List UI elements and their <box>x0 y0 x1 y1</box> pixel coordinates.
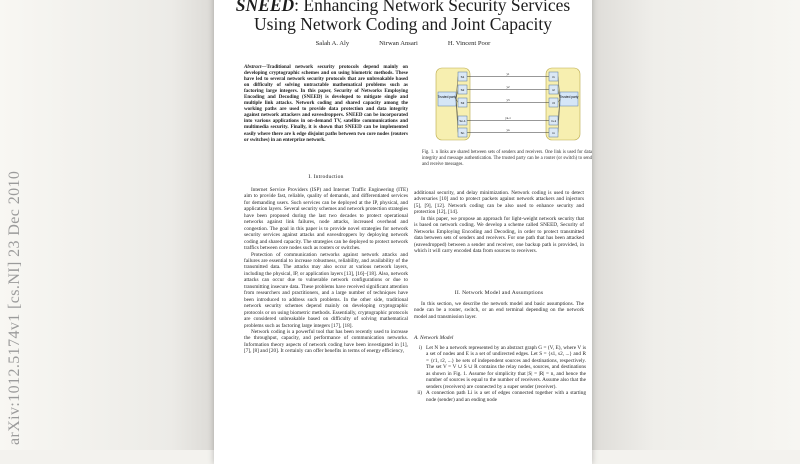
receiver-node-label: rn <box>552 131 555 135</box>
receiver-node-label: r3 <box>552 101 555 105</box>
list-item-number: i) <box>418 345 422 351</box>
sender-node-label: S1 <box>460 75 465 79</box>
list-item-text: Let N be a network represented by an abstract graph G = (V, E), where V is a set of nodes and E is a set of undirected edges. Let S = {s1, s2, ...} and R = {r1, r2, ...} be sets of independent sources and destinations, respectively. The set V = V ∪ S ∪ R contains the relay nodes, sources, and destinations as shown in Fig. 1. Assume for simplicity that |S| = |R| = n, and hence the number of sources is equal to the number of receivers. Assume also that the senders (receivers) are connected by a super sender (receiver). <box>426 345 586 390</box>
trusted-party-left-label: Trusted party <box>437 95 457 99</box>
paper-title-rest: : Enhancing Network Security Services <box>294 0 571 15</box>
list-item-text: A connection path Li is a set of edges connected together with a starting node (sender) and an ending node <box>426 390 586 403</box>
link-edge-label: y1 <box>506 72 510 76</box>
abstract-label: Abstract <box>244 64 262 70</box>
model-assumption-list <box>414 345 586 403</box>
intro-left-column <box>244 187 408 355</box>
author-name: Nirwan Ansari <box>379 40 418 47</box>
author-name: H. Vincent Poor <box>447 40 491 47</box>
intro-right-column <box>414 190 584 255</box>
section-heading-introduction: I. Introduction <box>308 174 344 180</box>
section-heading-model: II. Network Model and Assumptions <box>454 290 544 296</box>
author-name: Salah A. Aly <box>315 40 350 47</box>
arxiv-stamp: arXiv:1012.5174v1 [cs.NI] 23 Dec 2010 <box>6 170 23 445</box>
list-item-number: ii) <box>417 390 422 397</box>
link-edge-label: y2 <box>506 85 510 89</box>
intro-paragraph: In this paper, we propose an approach for light-weight network security that is based on network coding. We develop a scheme called SNEED, Security of Networks Employing Encoding and Decoding, in order to protect transmitted data between sets of senders and receivers. For one path that has been attacked (eavesdropped) between a sender and receiver, one backup path is provided, in which it will carry encoded data from sources to receivers. <box>414 215 584 255</box>
figure-caption: Fig. 1. n links are shared between sets of senders and receivers. One link is used for data integrity and message authentication. The trusted party can be a router (or switch) to send and receive messages. <box>422 150 592 167</box>
paper-title-acronym: SNEED <box>235 0 295 15</box>
intro-paragraph: Protection of communication networks against network attacks and failures are essential to increase robustness, reliability, and availability of the transmitted data. The attacks may also occur at various network layers, including the physical, IP, or application layers [13], [16]–[18]. Also, network attacks can occur due to vulnerable network configurations or due to transmitting insecure data. These problems have received significant attention from researchers and practitioners, and a large number of techniques have been introduced to address such problems. In the other side, traditional network security schemes depend mainly on developing cryptographic protocols or on using biometric methods. Essentially, cryptographic protocols are considered unbreakable based on difficulty of solving mathematical problems such as factoring large integers [17], [18]. <box>244 251 408 329</box>
author-list <box>214 40 592 47</box>
trusted-party-right-label: Trusted party <box>559 95 579 99</box>
receiver-node-label: rn-1 <box>550 119 557 123</box>
intro-paragraph: Internet Service Providers (ISP) and Internet Traffic Engineering (ITE) aim to provide fast, reliable, quality of demands, and differentiated services for demanding users. Such services can be deployed at the IP, physical, and application layers. Several security schemes and network protection strategies have been proposed during the last two decades to protect operational networks against link failures, node attacks, increased overhead and congestion. The goal in this paper is to provide novel strategies for network security services against attacks and eavesdroppers by deploying network coding and shared capacity. The strategies can be deployed to protect network traffics between core nodes such as routers or switches. <box>244 187 408 252</box>
model-intro <box>414 301 584 320</box>
abstract-text: —Traditional network security protocols depend mainly on developing cryptographic schemes and on using biometric methods. These have led to several network security protocols that are unbreakable based on difficulty of solving untractable mathematical problems such as factoring large integers. In this paper, Security of Networks Employing Encoding and Decoding (SNEED) is developed to mitigate single and multiple link attacks. Network coding and shared capacity among the working paths are used to provide data protection and data integrity against network attackers and eavesdroppers. SNEED can be incorporated into various applications in on-demand TV, satellite communications and multimedia security. Finally, it is shown that SNEED can be implemented easily where there are k edge disjoint paths between two core nodes (routers or switches) in an enterprize network. <box>244 64 408 143</box>
link-edge-label: y3 <box>506 98 510 102</box>
model-paragraph: In this section, we describe the network model and basic assumptions. The node can be a router, switch, or an end terminal depending on the network model and transmission layer. <box>414 301 584 320</box>
subsection-heading-network-model: A. Network Model <box>414 335 454 341</box>
intro-paragraph: Network coding is a powerful tool that has been recently used to increase the throughput, capacity, and performance of communication networks. Information theory aspects of network coding have been investigated in [1], [7], [8] and [20]. It certainly can offer benefits in terms of energy efficiency, <box>244 328 408 355</box>
link-edge-label: yn <box>506 128 510 132</box>
sender-node-label: Sn-1 <box>459 119 466 123</box>
link-edge-label: yn-1 <box>505 116 511 120</box>
figure-network-diagram <box>434 66 582 144</box>
receiver-node-label: r2 <box>552 88 555 92</box>
abstract <box>244 64 408 143</box>
paper-page <box>214 0 592 464</box>
sender-node-label: S3 <box>460 101 465 105</box>
intro-paragraph: additional security, and delay minimization. Network coding is used to detect adversaries [10] and to protect packets against network attackers and injectors [5], [9], [12]. Network coding can be also used to enhance security and protection [12], [14]. <box>414 190 584 216</box>
sender-node-label: Sn <box>460 131 465 135</box>
list-item <box>414 345 586 390</box>
paper-title-line1 <box>214 0 592 15</box>
left-margin <box>0 0 214 450</box>
right-margin <box>592 0 800 450</box>
receiver-node-label: r1 <box>552 75 555 79</box>
list-item <box>414 390 586 403</box>
sender-node-label: S2 <box>460 88 465 92</box>
paper-title-line2: Using Network Coding and Joint Capacity <box>254 14 552 34</box>
